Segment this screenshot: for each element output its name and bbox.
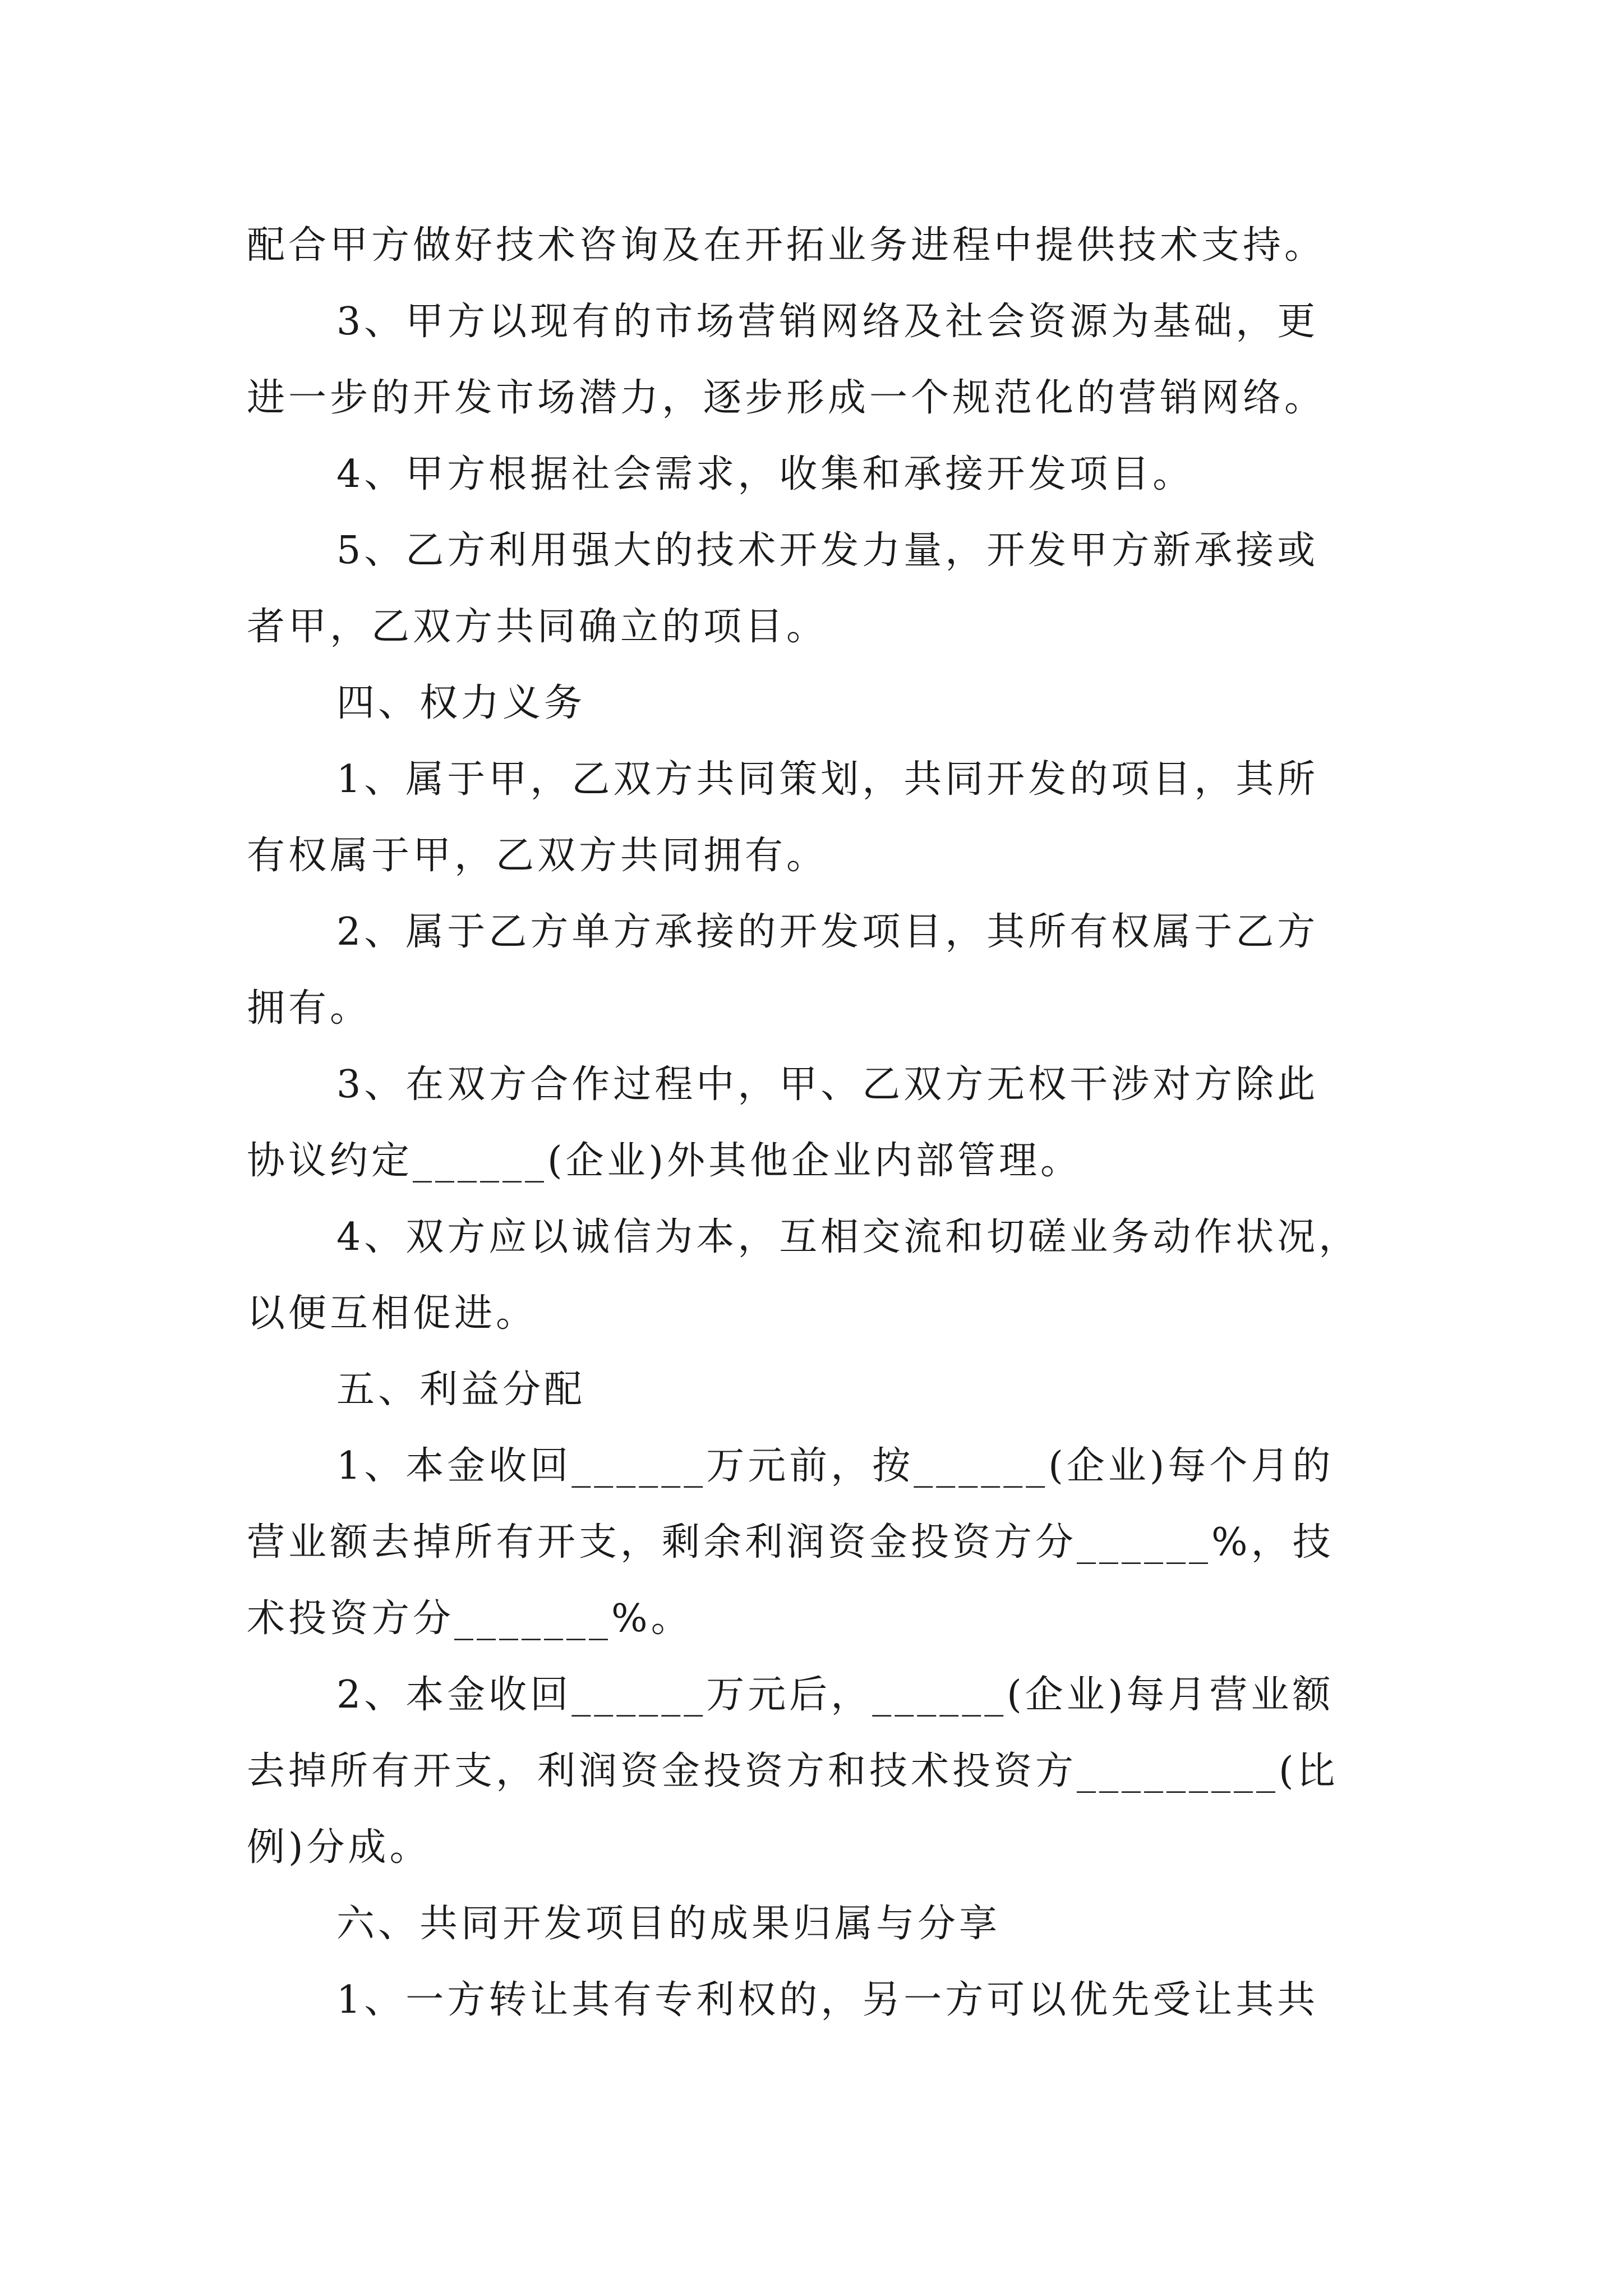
paragraph-line: 营业额去掉所有开支，剩余利润资金投资方分______%，技 [247, 1520, 1334, 1565]
paragraph-line: 者甲，乙双方共同确立的项目。 [247, 605, 828, 649]
paragraph-line: 1、属于甲，乙双方共同策划，共同开发的项目，其所 [336, 757, 1319, 802]
section-heading: 六、共同开发项目的成果归属与分享 [336, 1902, 1001, 1946]
paragraph-line: 1、本金收回______万元前，按______(企业)每个月的 [336, 1444, 1334, 1488]
paragraph-line: 3、在双方合作过程中，甲、乙双方无权干涉对方除此 [336, 1062, 1319, 1107]
paragraph-line: 术投资方分_______%。 [247, 1596, 693, 1641]
paragraph-line: 1、一方转让其有专利权的，另一方可以优先受让其共 [336, 1978, 1319, 2022]
paragraph-line: 4、甲方根据社会需求，收集和承接开发项目。 [336, 452, 1195, 496]
paragraph-line: 有权属于甲，乙双方共同拥有。 [247, 834, 828, 878]
paragraph-line: 4、双方应以诚信为本，互相交流和切磋业务动作状况， [336, 1215, 1361, 1259]
paragraph-line: 协议约定______(企业)外其他企业内部管理。 [247, 1139, 1082, 1183]
paragraph-line: 拥有。 [247, 986, 372, 1030]
paragraph-line: 以便互相促进。 [247, 1291, 538, 1336]
paragraph-line: 2、本金收回______万元后，______(企业)每月营业额 [336, 1673, 1334, 1717]
section-heading: 四、权力义务 [336, 681, 586, 725]
paragraph-line: 3、甲方以现有的市场营销网络及社会资源为基础，更 [336, 300, 1319, 344]
section-heading: 五、利益分配 [336, 1368, 586, 1412]
paragraph-line: 配合甲方做好技术咨询及在开拓业务进程中提供技术支持。 [247, 223, 1326, 268]
paragraph-line: 去掉所有开支，利润资金投资方和技术投资方_________(比 [247, 1749, 1339, 1793]
paragraph-line: 例)分成。 [247, 1825, 431, 1870]
paragraph-line: 5、乙方利用强大的技术开发力量，开发甲方新承接或 [336, 528, 1319, 573]
paragraph-line: 2、属于乙方单方承接的开发项目，其所有权属于乙方 [336, 910, 1319, 954]
document-body [247, 208, 1391, 2039]
paragraph-line: 进一步的开发市场潜力，逐步形成一个规范化的营销网络。 [247, 376, 1326, 420]
